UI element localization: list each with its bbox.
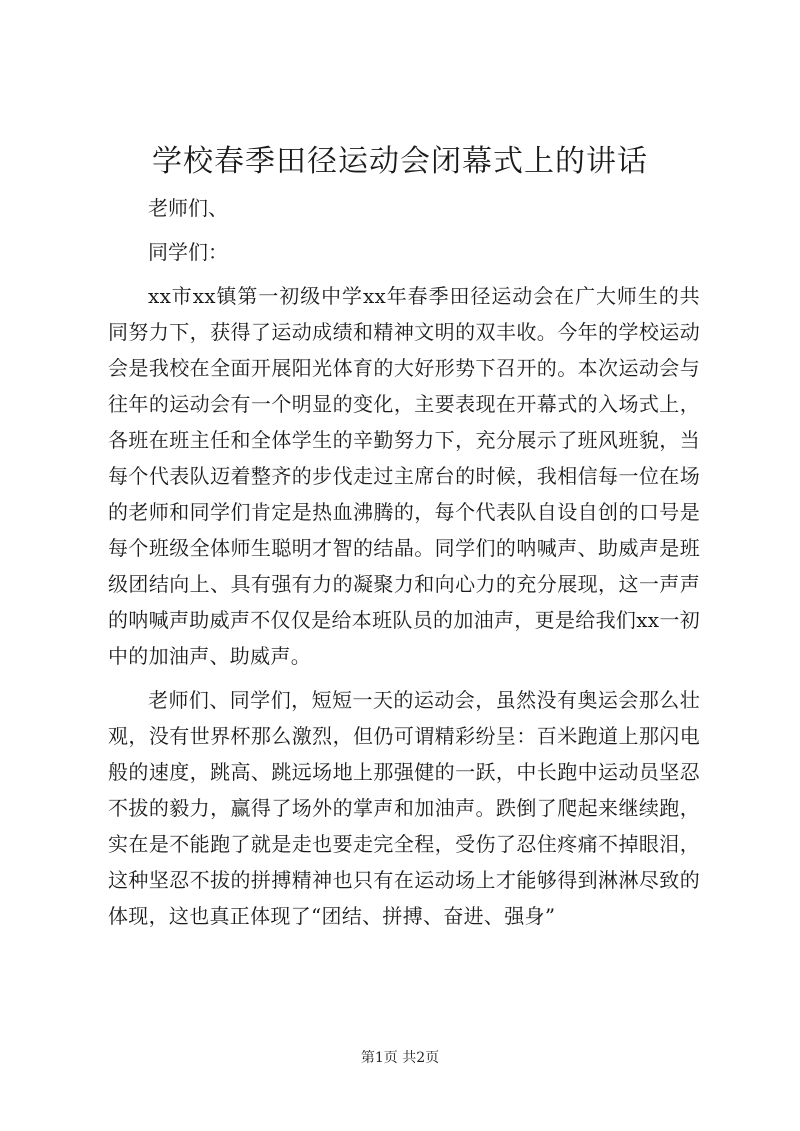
document-body (108, 190, 700, 942)
page-number-footer: 第1页 共2页 (360, 1050, 440, 1066)
document-title: 学校春季田径运动会闭幕式上的讲话 (152, 144, 648, 179)
body-paragraph: xx市xx镇第一初级中学xx年春季田径运动会在广大师生的共同努力下，获得了运动成绩和精神文明的双丰收。今年的学校运动会是我校在全面开展阳光体育的大好形势下召开的。本次运动会与往年的运动会有一个明显的变化，主要表现在开幕式的入场式上，各班在班主任和全体学生的辛勤努力下，充分展示了班风班貌，当每个代表队迈着整齐的步伐走过主席台的时候，我相信每一位在场的老师和同学们肯定是热血沸腾的，每个代表队自设自创的口号是每个班级全体师生聪明才智的结晶。同学们的呐喊声、助威声是班级团结向上、具有强有力的凝聚力和向心力的充分展现，这一声声的呐喊声助威声不仅仅是给本班队员的加油声，更是给我们xx一初中的加油声、助威声。 (108, 284, 700, 668)
salutation-teachers: 老师们、 (148, 196, 228, 220)
salutation-students: 同学们： (148, 240, 228, 264)
body-paragraph: 老师们、同学们，短短一天的运动会，虽然没有奥运会那么壮观，没有世界杯那么激烈，但仍可谓精彩纷呈：百米跑道上那闪电般的速度，跳高、跳远场地上那强健的一跃，中长跑中运动员坚忍不拔的毅力，赢得了场外的掌声和加油声。跌倒了爬起来继续跑，实在是不能跑了就是走也要走完全程，受伤了忍住疼痛不掉眼泪，这种坚忍不拔的拼搏精神也只有在运动场上才能够得到淋淋尽致的体现，这也真正体现了“团结、拼搏、奋进、强身” (108, 688, 700, 928)
